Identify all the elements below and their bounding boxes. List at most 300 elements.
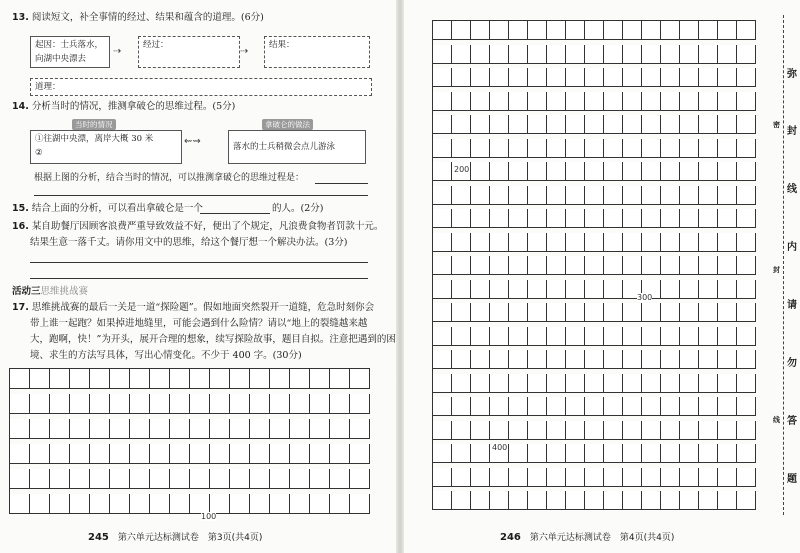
grid-cell[interactable] (528, 421, 547, 440)
grid-cell[interactable] (509, 468, 528, 487)
grid-cell[interactable] (547, 68, 566, 87)
grid-cell[interactable] (433, 162, 452, 181)
grid-cell[interactable] (718, 139, 737, 158)
grid-cell[interactable] (350, 469, 370, 489)
grid-cell[interactable] (604, 327, 623, 346)
answer-line[interactable] (200, 213, 270, 214)
grid-cell[interactable] (566, 162, 585, 181)
grid-cell[interactable] (737, 491, 756, 510)
grid-cell[interactable] (718, 21, 737, 40)
grid-cell[interactable] (718, 374, 737, 393)
grid-cell[interactable] (718, 280, 737, 299)
grid-cell[interactable] (509, 397, 528, 416)
grid-cell[interactable] (452, 68, 471, 87)
grid-cell[interactable] (737, 280, 756, 299)
grid-cell[interactable] (433, 186, 452, 205)
grid-cell[interactable] (490, 421, 509, 440)
grid-cell[interactable] (566, 397, 585, 416)
grid-cell[interactable] (718, 421, 737, 440)
grid-cell[interactable] (680, 209, 699, 228)
grid-cell[interactable] (566, 209, 585, 228)
grid-cell[interactable] (150, 419, 170, 439)
grid-cell[interactable] (452, 209, 471, 228)
grid-cell[interactable] (604, 280, 623, 299)
grid-cell[interactable] (623, 468, 642, 487)
grid-cell[interactable] (452, 444, 471, 463)
grid-cell[interactable] (737, 350, 756, 369)
grid-cell[interactable] (642, 186, 661, 205)
grid-cell[interactable] (604, 139, 623, 158)
grid-cell[interactable] (471, 21, 490, 40)
grid-cell[interactable] (70, 369, 90, 389)
grid-cell[interactable] (737, 162, 756, 181)
grid-cell[interactable] (471, 68, 490, 87)
grid-cell[interactable] (10, 419, 30, 439)
grid-cell[interactable] (642, 92, 661, 111)
grid-cell[interactable] (50, 369, 70, 389)
grid-cell[interactable] (680, 115, 699, 134)
grid-cell[interactable] (718, 92, 737, 111)
grid-cell[interactable] (433, 303, 452, 322)
grid-cell[interactable] (661, 256, 680, 275)
grid-cell[interactable] (737, 374, 756, 393)
grid-cell[interactable] (110, 369, 130, 389)
grid-cell[interactable] (130, 394, 150, 414)
grid-cell[interactable] (737, 186, 756, 205)
grid-cell[interactable] (642, 327, 661, 346)
grid-cell[interactable] (471, 397, 490, 416)
grid-cell[interactable] (737, 421, 756, 440)
grid-cell[interactable] (270, 369, 290, 389)
grid-cell[interactable] (661, 468, 680, 487)
grid-cell[interactable] (330, 494, 350, 514)
grid-cell[interactable] (585, 92, 604, 111)
grid-cell[interactable] (699, 139, 718, 158)
grid-cell[interactable] (604, 350, 623, 369)
grid-cell[interactable] (547, 162, 566, 181)
grid-cell[interactable] (471, 444, 490, 463)
grid-cell[interactable] (170, 469, 190, 489)
grid-cell[interactable] (642, 233, 661, 252)
grid-cell[interactable] (566, 21, 585, 40)
grid-cell[interactable] (680, 162, 699, 181)
grid-cell[interactable] (509, 92, 528, 111)
grid-cell[interactable] (623, 92, 642, 111)
grid-cell[interactable] (718, 256, 737, 275)
grid-cell[interactable] (452, 233, 471, 252)
grid-cell[interactable] (528, 327, 547, 346)
grid-cell[interactable] (642, 397, 661, 416)
grid-cell[interactable] (737, 115, 756, 134)
grid-cell[interactable] (130, 369, 150, 389)
grid-cell[interactable] (737, 139, 756, 158)
grid-cell[interactable] (623, 115, 642, 134)
grid-cell[interactable] (509, 327, 528, 346)
grid-cell[interactable] (585, 68, 604, 87)
grid-cell[interactable] (90, 419, 110, 439)
grid-cell[interactable] (661, 209, 680, 228)
grid-cell[interactable] (452, 327, 471, 346)
grid-cell[interactable] (737, 468, 756, 487)
grid-cell[interactable] (566, 115, 585, 134)
grid-cell[interactable] (290, 419, 310, 439)
grid-cell[interactable] (718, 468, 737, 487)
grid-cell[interactable] (509, 209, 528, 228)
grid-cell[interactable] (290, 494, 310, 514)
grid-cell[interactable] (433, 444, 452, 463)
grid-cell[interactable] (623, 233, 642, 252)
grid-cell[interactable] (509, 233, 528, 252)
grid-cell[interactable] (350, 419, 370, 439)
grid-cell[interactable] (718, 303, 737, 322)
grid-cell[interactable] (290, 444, 310, 464)
grid-cell[interactable] (433, 115, 452, 134)
grid-cell[interactable] (528, 209, 547, 228)
grid-cell[interactable] (509, 374, 528, 393)
grid-cell[interactable] (661, 327, 680, 346)
grid-cell[interactable] (680, 350, 699, 369)
grid-cell[interactable] (270, 419, 290, 439)
grid-cell[interactable] (528, 68, 547, 87)
grid-cell[interactable] (718, 209, 737, 228)
grid-cell[interactable] (737, 256, 756, 275)
grid-cell[interactable] (585, 256, 604, 275)
grid-cell[interactable] (604, 186, 623, 205)
grid-cell[interactable] (642, 209, 661, 228)
grid-cell[interactable] (547, 397, 566, 416)
grid-cell[interactable] (680, 374, 699, 393)
grid-cell[interactable] (528, 397, 547, 416)
grid-cell[interactable] (509, 45, 528, 64)
grid-cell[interactable] (471, 162, 490, 181)
grid-cell[interactable] (680, 280, 699, 299)
grid-cell[interactable] (680, 139, 699, 158)
grid-cell[interactable] (547, 280, 566, 299)
grid-cell[interactable] (471, 186, 490, 205)
grid-cell[interactable] (70, 394, 90, 414)
grid-cell[interactable] (661, 280, 680, 299)
grid-cell[interactable] (230, 394, 250, 414)
grid-cell[interactable] (566, 92, 585, 111)
grid-cell[interactable] (250, 419, 270, 439)
grid-cell[interactable] (130, 419, 150, 439)
grid-cell[interactable] (623, 162, 642, 181)
grid-cell[interactable] (604, 233, 623, 252)
grid-cell[interactable] (699, 92, 718, 111)
grid-cell[interactable] (490, 303, 509, 322)
grid-cell[interactable] (661, 397, 680, 416)
grid-cell[interactable] (547, 303, 566, 322)
grid-cell[interactable] (680, 444, 699, 463)
grid-cell[interactable] (90, 444, 110, 464)
grid-cell[interactable] (547, 45, 566, 64)
grid-cell[interactable] (604, 421, 623, 440)
grid-cell[interactable] (642, 421, 661, 440)
grid-cell[interactable] (623, 421, 642, 440)
grid-cell[interactable] (547, 92, 566, 111)
grid-cell[interactable] (623, 68, 642, 87)
grid-cell[interactable] (190, 394, 210, 414)
grid-cell[interactable] (585, 303, 604, 322)
grid-cell[interactable] (30, 444, 50, 464)
grid-cell[interactable] (566, 233, 585, 252)
grid-cell[interactable] (490, 327, 509, 346)
grid-cell[interactable] (547, 491, 566, 510)
grid-cell[interactable] (90, 469, 110, 489)
grid-cell[interactable] (642, 468, 661, 487)
grid-cell[interactable] (50, 494, 70, 514)
grid-cell[interactable] (718, 233, 737, 252)
grid-cell[interactable] (330, 369, 350, 389)
grid-cell[interactable] (433, 139, 452, 158)
grid-cell[interactable] (661, 350, 680, 369)
grid-cell[interactable] (70, 444, 90, 464)
grid-cell[interactable] (471, 45, 490, 64)
grid-cell[interactable] (130, 494, 150, 514)
grid-cell[interactable] (528, 468, 547, 487)
grid-cell[interactable] (718, 162, 737, 181)
grid-cell[interactable] (150, 369, 170, 389)
grid-cell[interactable] (433, 397, 452, 416)
grid-cell[interactable] (490, 92, 509, 111)
grid-cell[interactable] (699, 280, 718, 299)
grid-cell[interactable] (528, 303, 547, 322)
grid-cell[interactable] (528, 45, 547, 64)
grid-cell[interactable] (350, 369, 370, 389)
grid-cell[interactable] (509, 21, 528, 40)
grid-cell[interactable] (30, 469, 50, 489)
grid-cell[interactable] (452, 303, 471, 322)
grid-cell[interactable] (471, 468, 490, 487)
grid-cell[interactable] (585, 115, 604, 134)
grid-cell[interactable] (604, 162, 623, 181)
grid-cell[interactable] (547, 115, 566, 134)
grid-cell[interactable] (490, 68, 509, 87)
grid-cell[interactable] (310, 494, 330, 514)
grid-cell[interactable] (452, 397, 471, 416)
grid-cell[interactable] (642, 162, 661, 181)
grid-cell[interactable] (547, 233, 566, 252)
grid-cell[interactable] (110, 444, 130, 464)
grid-cell[interactable] (490, 491, 509, 510)
grid-cell[interactable] (566, 444, 585, 463)
grid-cell[interactable] (699, 21, 718, 40)
grid-cell[interactable] (471, 374, 490, 393)
grid-cell[interactable] (566, 280, 585, 299)
grid-cell[interactable] (566, 303, 585, 322)
grid-cell[interactable] (528, 92, 547, 111)
grid-cell[interactable] (623, 491, 642, 510)
grid-cell[interactable] (718, 115, 737, 134)
grid-cell[interactable] (547, 186, 566, 205)
grid-cell[interactable] (585, 139, 604, 158)
grid-cell[interactable] (509, 491, 528, 510)
grid-cell[interactable] (452, 139, 471, 158)
grid-cell[interactable] (490, 186, 509, 205)
grid-cell[interactable] (623, 186, 642, 205)
grid-cell[interactable] (250, 369, 270, 389)
grid-cell[interactable] (737, 233, 756, 252)
writing-grid-left[interactable] (9, 368, 370, 514)
grid-cell[interactable] (452, 374, 471, 393)
grid-cell[interactable] (310, 394, 330, 414)
grid-cell[interactable] (110, 419, 130, 439)
grid-cell[interactable] (150, 444, 170, 464)
grid-cell[interactable] (509, 115, 528, 134)
grid-cell[interactable] (471, 209, 490, 228)
grid-cell[interactable] (190, 369, 210, 389)
grid-cell[interactable] (70, 494, 90, 514)
grid-cell[interactable] (290, 369, 310, 389)
grid-cell[interactable] (270, 444, 290, 464)
grid-cell[interactable] (50, 419, 70, 439)
grid-cell[interactable] (566, 139, 585, 158)
grid-cell[interactable] (290, 469, 310, 489)
grid-cell[interactable] (471, 233, 490, 252)
grid-cell[interactable] (547, 374, 566, 393)
grid-cell[interactable] (699, 162, 718, 181)
grid-cell[interactable] (585, 233, 604, 252)
grid-cell[interactable] (680, 491, 699, 510)
grid-cell[interactable] (270, 394, 290, 414)
grid-cell[interactable] (30, 369, 50, 389)
grid-cell[interactable] (566, 327, 585, 346)
grid-cell[interactable] (699, 444, 718, 463)
grid-cell[interactable] (680, 397, 699, 416)
grid-cell[interactable] (190, 444, 210, 464)
grid-cell[interactable] (604, 256, 623, 275)
grid-cell[interactable] (210, 469, 230, 489)
grid-cell[interactable] (528, 162, 547, 181)
grid-cell[interactable] (642, 350, 661, 369)
grid-cell[interactable] (110, 394, 130, 414)
grid-cell[interactable] (50, 469, 70, 489)
grid-cell[interactable] (566, 374, 585, 393)
grid-cell[interactable] (452, 186, 471, 205)
grid-cell[interactable] (452, 21, 471, 40)
grid-cell[interactable] (585, 491, 604, 510)
grid-cell[interactable] (604, 209, 623, 228)
grid-cell[interactable] (699, 491, 718, 510)
grid-cell[interactable] (490, 233, 509, 252)
grid-cell[interactable] (290, 394, 310, 414)
grid-cell[interactable] (547, 444, 566, 463)
grid-cell[interactable] (210, 494, 230, 514)
grid-cell[interactable] (230, 369, 250, 389)
grid-cell[interactable] (509, 139, 528, 158)
grid-cell[interactable] (490, 45, 509, 64)
grid-cell[interactable] (471, 139, 490, 158)
grid-cell[interactable] (330, 469, 350, 489)
grid-cell[interactable] (471, 115, 490, 134)
grid-cell[interactable] (547, 256, 566, 275)
grid-cell[interactable] (509, 256, 528, 275)
grid-cell[interactable] (661, 491, 680, 510)
grid-cell[interactable] (150, 494, 170, 514)
grid-cell[interactable] (452, 421, 471, 440)
grid-cell[interactable] (699, 303, 718, 322)
grid-cell[interactable] (585, 421, 604, 440)
q13-result-box[interactable] (264, 36, 370, 68)
grid-cell[interactable] (30, 494, 50, 514)
grid-cell[interactable] (623, 45, 642, 64)
grid-cell[interactable] (350, 444, 370, 464)
grid-cell[interactable] (623, 21, 642, 40)
grid-cell[interactable] (737, 327, 756, 346)
grid-cell[interactable] (642, 139, 661, 158)
grid-cell[interactable] (490, 468, 509, 487)
grid-cell[interactable] (528, 139, 547, 158)
grid-cell[interactable] (210, 394, 230, 414)
grid-cell[interactable] (433, 92, 452, 111)
grid-cell[interactable] (699, 327, 718, 346)
grid-cell[interactable] (623, 256, 642, 275)
grid-cell[interactable] (330, 394, 350, 414)
grid-cell[interactable] (433, 280, 452, 299)
grid-cell[interactable] (90, 494, 110, 514)
grid-cell[interactable] (433, 374, 452, 393)
grid-cell[interactable] (190, 419, 210, 439)
grid-cell[interactable] (30, 394, 50, 414)
grid-cell[interactable] (699, 209, 718, 228)
grid-cell[interactable] (566, 350, 585, 369)
grid-cell[interactable] (623, 397, 642, 416)
grid-cell[interactable] (623, 139, 642, 158)
grid-cell[interactable] (585, 162, 604, 181)
grid-cell[interactable] (230, 469, 250, 489)
grid-cell[interactable] (528, 374, 547, 393)
grid-cell[interactable] (490, 374, 509, 393)
grid-cell[interactable] (471, 256, 490, 275)
grid-cell[interactable] (547, 421, 566, 440)
grid-cell[interactable] (190, 494, 210, 514)
grid-cell[interactable] (30, 419, 50, 439)
answer-line[interactable] (34, 195, 368, 196)
grid-cell[interactable] (528, 186, 547, 205)
grid-cell[interactable] (270, 469, 290, 489)
writing-grid-right[interactable] (432, 20, 756, 510)
q13-reason-box[interactable] (30, 78, 372, 96)
grid-cell[interactable] (585, 209, 604, 228)
grid-cell[interactable] (737, 92, 756, 111)
grid-cell[interactable] (310, 419, 330, 439)
grid-cell[interactable] (566, 421, 585, 440)
grid-cell[interactable] (130, 444, 150, 464)
grid-cell[interactable] (547, 350, 566, 369)
grid-cell[interactable] (585, 397, 604, 416)
grid-cell[interactable] (330, 419, 350, 439)
grid-cell[interactable] (699, 233, 718, 252)
answer-line[interactable] (315, 183, 368, 184)
grid-cell[interactable] (350, 394, 370, 414)
grid-cell[interactable] (547, 209, 566, 228)
grid-cell[interactable] (452, 468, 471, 487)
grid-cell[interactable] (350, 494, 370, 514)
grid-cell[interactable] (604, 303, 623, 322)
grid-cell[interactable] (585, 21, 604, 40)
grid-cell[interactable] (585, 350, 604, 369)
grid-cell[interactable] (471, 421, 490, 440)
grid-cell[interactable] (433, 21, 452, 40)
grid-cell[interactable] (661, 162, 680, 181)
grid-cell[interactable] (718, 327, 737, 346)
grid-cell[interactable] (585, 374, 604, 393)
grid-cell[interactable] (585, 327, 604, 346)
grid-cell[interactable] (509, 421, 528, 440)
grid-cell[interactable] (452, 45, 471, 64)
grid-cell[interactable] (566, 468, 585, 487)
grid-cell[interactable] (509, 303, 528, 322)
